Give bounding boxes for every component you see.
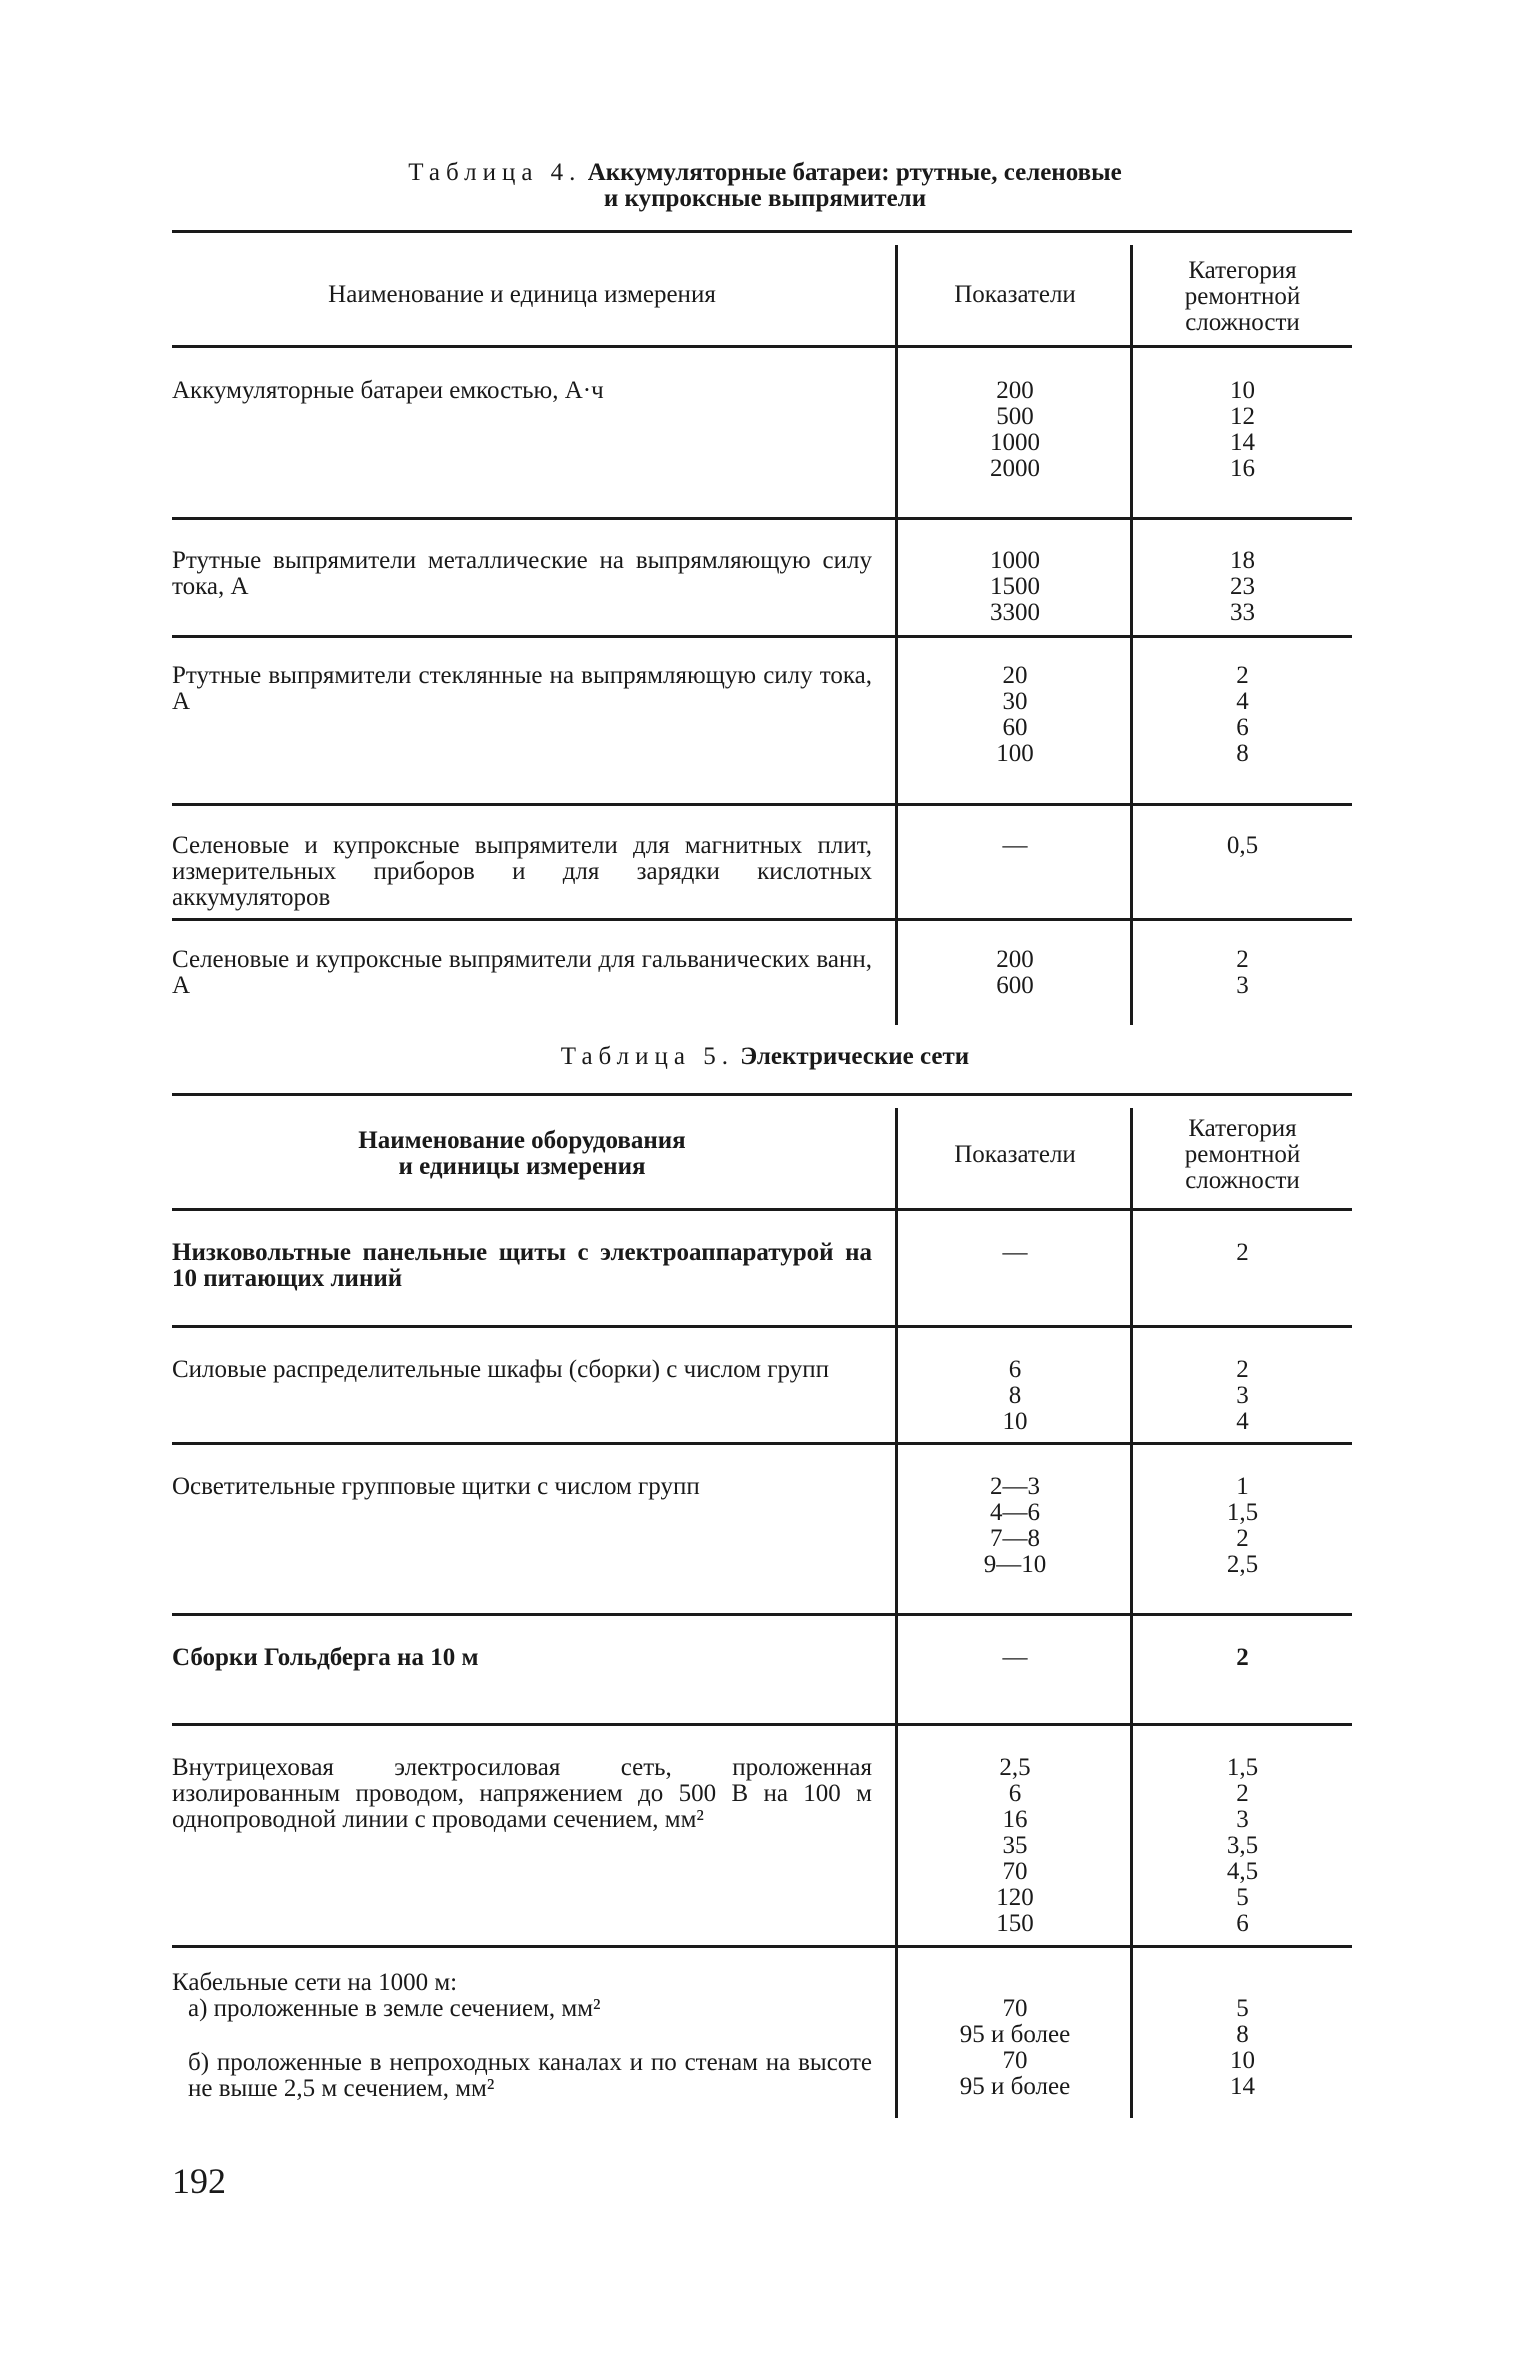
table5-row3-name: Осветительные групповые щитки с числом групп bbox=[172, 1473, 700, 1500]
table4-row1-cats: 10 12 14 16 bbox=[1230, 377, 1255, 482]
table5-row4-rule bbox=[172, 1723, 1352, 1726]
table4-caption-title2: и купроксные выпрямители bbox=[603, 185, 927, 212]
table4-row4-name: Селеновые и купроксные выпрямители для магнитных плит, измерительных приборов и для зарядки кислотных аккумуляторов bbox=[172, 832, 872, 911]
table5-row5-cats: 1,5 2 3 3,5 4,5 5 6 bbox=[1226, 1754, 1259, 1937]
table5-column-divider-2 bbox=[1130, 1108, 1133, 2118]
table5-row4-cats: 2 bbox=[1236, 1644, 1249, 1671]
table5-row4-values: — bbox=[1002, 1644, 1028, 1671]
table5-row5-values: 2,5 6 16 35 70 120 150 bbox=[996, 1754, 1034, 1937]
table4-column-divider-1 bbox=[895, 245, 898, 1025]
table5-caption-label: Таблица 5. bbox=[560, 1043, 734, 1070]
table4-head-values: Показатели bbox=[954, 281, 1076, 308]
table5-row5-name: Внутрицеховая электросиловая сеть, проложенная изолированным проводом, напряжением до 500 В на 100 м однопроводной линии с проводами сечением, мм² bbox=[172, 1754, 872, 1833]
table5-head-values: Показатели bbox=[954, 1141, 1076, 1168]
table4-caption bbox=[170, 160, 1360, 212]
table5-cable-cats: 5 8 10 14 bbox=[1230, 1995, 1255, 2100]
table4-row3-values: 20 30 60 100 bbox=[996, 662, 1034, 767]
table4-row1-rule bbox=[172, 517, 1352, 520]
table4-row5-name: Селеновые и купроксные выпрямители для гальванических ванн, А bbox=[172, 946, 872, 999]
table5-head-rule bbox=[172, 1208, 1352, 1211]
table4-head-rule bbox=[172, 345, 1352, 348]
table4-top-rule bbox=[172, 230, 1352, 233]
table5-cable-a: а) проложенные в земле сечением, мм² bbox=[188, 1995, 601, 2022]
table4-row4-values: — bbox=[1002, 832, 1028, 859]
table5-head-name: Наименование оборудования и единицы измерения bbox=[358, 1127, 686, 1180]
table4-caption-label: Таблица 4. bbox=[408, 159, 582, 186]
table5-row1-values: — bbox=[1002, 1239, 1028, 1266]
table5-row1-cats: 2 bbox=[1236, 1239, 1249, 1266]
table5-cable-values: 70 95 и более 70 95 и более bbox=[959, 1995, 1071, 2100]
table5-row1-name: Низковольтные панельные щиты с электроаппаратурой на 10 питающих линий bbox=[172, 1239, 872, 1292]
table4-row3-cats: 2 4 6 8 bbox=[1236, 662, 1249, 767]
table5-row5-rule bbox=[172, 1945, 1352, 1948]
table5-top-rule bbox=[172, 1093, 1352, 1096]
table5-row3-cats: 1 1,5 2 2,5 bbox=[1226, 1473, 1259, 1578]
table4-row4-rule bbox=[172, 918, 1352, 921]
table5-row3-rule bbox=[172, 1613, 1352, 1616]
table5-row4-name: Сборки Гольдберга на 10 м bbox=[172, 1644, 479, 1671]
table5-row3-values: 2—3 4—6 7—8 9—10 bbox=[983, 1473, 1047, 1578]
table4-row3-rule bbox=[172, 803, 1352, 806]
table5-row2-cats: 2 3 4 bbox=[1236, 1356, 1249, 1435]
page-number: 192 bbox=[172, 2161, 226, 2201]
table4-column-divider-2 bbox=[1130, 245, 1133, 1025]
table4-head-category: Категория ремонтной сложности bbox=[1184, 257, 1301, 336]
table4-row3-name: Ртутные выпрямители стеклянные на выпрямляющую силу тока, А bbox=[172, 662, 872, 715]
table4-row4-cats: 0,5 bbox=[1226, 832, 1259, 859]
table5-cable-title: Кабельные сети на 1000 м: bbox=[172, 1969, 458, 1996]
table5-cable-b: б) проложенные в непроходных каналах и по стенам на высоте не выше 2,5 м сечением, мм² bbox=[188, 2049, 872, 2102]
table4-row1-values: 200 500 1000 2000 bbox=[990, 377, 1040, 482]
table4-row1-name: Аккумуляторные батареи емкостью, А·ч bbox=[172, 377, 604, 404]
table5-row1-rule bbox=[172, 1325, 1352, 1328]
table5-row2-rule bbox=[172, 1442, 1352, 1445]
table4-head-name: Наименование и единица измерения bbox=[328, 281, 716, 308]
table4-row2-name: Ртутные выпрямители металлические на выпрямляющую силу тока, А bbox=[172, 547, 872, 600]
table4-caption-title: Аккумуляторные батареи: ртутные, селеновые bbox=[587, 159, 1122, 186]
table5-caption-title: Электрические сети bbox=[740, 1043, 970, 1070]
table4-row2-rule bbox=[172, 635, 1352, 638]
table4-row5-cats: 2 3 bbox=[1236, 946, 1249, 999]
table4-row2-values: 1000 1500 3300 bbox=[990, 547, 1040, 626]
table5-head-category: Категория ремонтной сложности bbox=[1184, 1115, 1301, 1194]
table5-column-divider-1 bbox=[895, 1108, 898, 2118]
table5-caption bbox=[170, 1044, 1360, 1070]
table4-row2-cats: 18 23 33 bbox=[1230, 547, 1255, 626]
table5-row2-values: 6 8 10 bbox=[1002, 1356, 1028, 1435]
table5-row2-name: Силовые распределительные шкафы (сборки) с числом групп bbox=[172, 1356, 829, 1383]
table4-row5-values: 200 600 bbox=[996, 946, 1034, 999]
